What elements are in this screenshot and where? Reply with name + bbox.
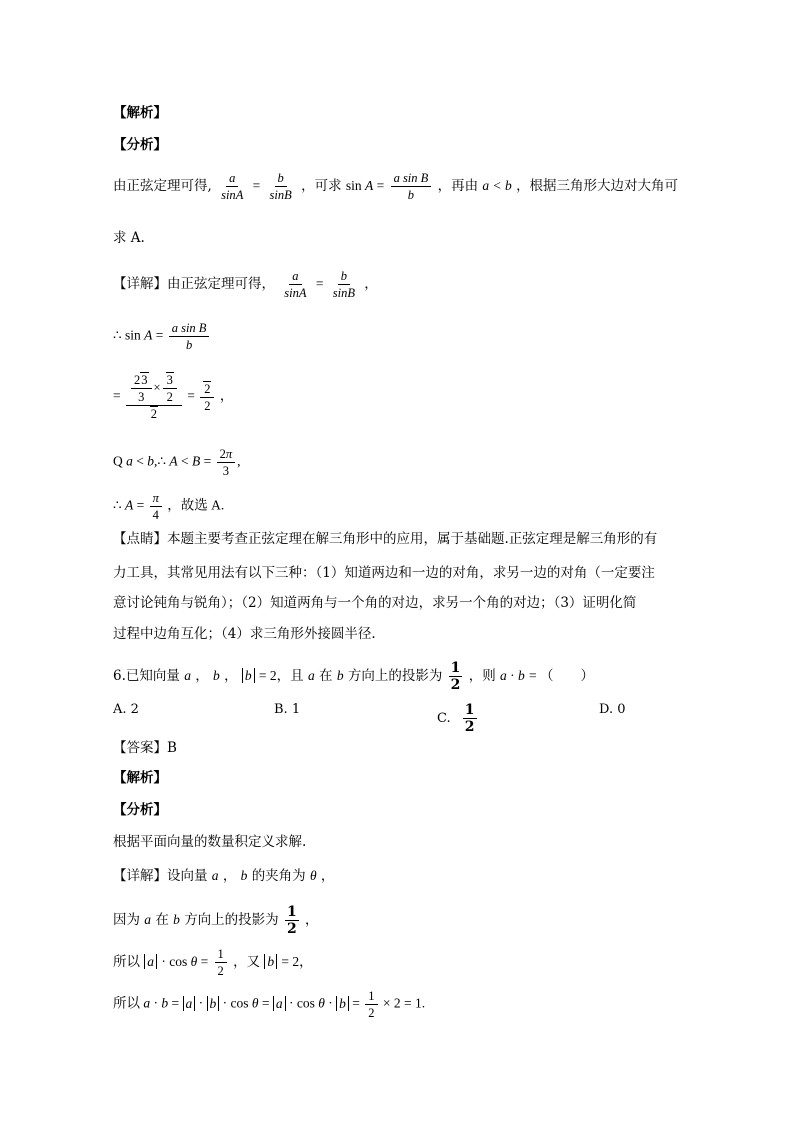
suoyi-line-1: 所以 a · cos θ = $\frac{1}{2}$ ，又 b = 2，: [113, 947, 313, 978]
formula-a-less-b: Q a < b,∴ A < B = $\frac{2\pi}{3}$ ,: [113, 447, 241, 478]
yinwei-line: 因为 a 在 b 方向上的投影为 $\frac{1}{2}$ ，: [113, 904, 319, 937]
fenxi-paragraph-cont: 求 A.: [113, 230, 145, 246]
formula-sinA: ∴ sin A = $\frac{\text{a sin B}}{b}$: [113, 320, 211, 353]
text: 所以: [113, 995, 140, 1012]
text: 【详解】由正弦定理可得，: [113, 276, 275, 292]
text: 由正弦定理可得,: [113, 178, 212, 194]
text: ，又: [233, 954, 261, 970]
jiexi-heading: 【解析】: [113, 105, 167, 121]
formula: $\frac{a}{\sin A}$: [284, 269, 307, 300]
text: ，: [305, 912, 319, 928]
formula-b-over-sinB: $\frac{b}{\sin B}$: [269, 171, 292, 202]
text: 的夹角为: [251, 868, 306, 884]
choice-c-label: C.: [437, 711, 451, 726]
question-6-stem: 6.已知向量 a ， b ， b = 2，且 a 在 b 方向上的投影为 $\frac{1}{2}$ ，则 a · b = （ ）: [113, 660, 595, 693]
text: = 2，: [281, 954, 313, 969]
formula: $\frac{b}{\sin B}$: [332, 269, 355, 300]
text: 方向上的投影为: [184, 912, 279, 928]
text: 在: [319, 668, 333, 684]
formula-conclusion: ∴ A = $\frac{\pi}{4}$ ，故选 A.: [113, 491, 225, 522]
text: 6.已知向量: [113, 668, 180, 684]
choice-d: D. 0: [599, 702, 626, 717]
dianjing-line4: 过程中边角互化；（4）求三角形外接圆半径.: [113, 626, 376, 642]
fraction-one-half: $\frac{1}{2}$: [450, 660, 461, 693]
choice-b: B. 1: [274, 702, 301, 717]
jiexi-heading-2: 【解析】: [113, 770, 167, 786]
text: 所以: [113, 954, 140, 970]
formula-a-over-sinA: $\frac{a}{\sin A}$: [221, 171, 244, 202]
formula-asinB-over-b: $\frac{\text{a sin B}}{b}$: [391, 170, 432, 203]
text: 在: [155, 912, 169, 928]
text: = 2，且: [258, 668, 304, 683]
theta: θ: [309, 868, 317, 883]
xiangjie-line-2: 【详解】设向量 a ， b 的夹角为 θ ，: [113, 868, 335, 884]
answer: 【答案】B: [113, 740, 177, 756]
fenxi-text-2: 根据平面向量的数量积定义求解.: [113, 834, 307, 850]
fenxi-heading: 【分析】: [113, 137, 167, 153]
choice-a: A. 2: [113, 702, 139, 717]
text: ，故选 A.: [167, 497, 225, 513]
formula-evaluation: = $\frac{23}{3}$ × $\frac{3}{2}$ 2 = $\frac{2}{2}$ ，: [113, 373, 234, 421]
xiangjie-line: 【详解】由正弦定理可得， $\frac{a}{\sin A}$ = $\frac{b}{\sin B}$ ，: [113, 269, 378, 300]
text: 因为: [113, 912, 140, 928]
text: ，再由: [437, 178, 479, 194]
fenxi-paragraph: 由正弦定理可得, $\frac{a}{\sin A}$ = $\frac{b}{\sin B}$ ，可求 sin A = $\frac{\text{a sin B}}{b}$ ，再由 a < b ，根据三角形大边对大角可: [113, 171, 679, 202]
dianjing-line1: 【点睛】本题主要考查正弦定理在解三角形中的应用，属于基础题.正弦定理是解三角形的有: [113, 531, 658, 547]
text: ，: [195, 668, 209, 684]
dianjing-line3: 意讨论钝角与锐角）；（2）知道两角与一个角的对边，求另一个角的对边；（3）证明化简: [113, 595, 637, 611]
text: 【详解】设向量: [113, 868, 208, 884]
text: ，则: [468, 668, 496, 684]
text: ，: [320, 868, 335, 884]
text: ，: [224, 668, 238, 684]
text: 方向上的投影为: [347, 668, 443, 684]
text: ，: [222, 868, 237, 884]
text: = （ ）: [529, 668, 595, 683]
choice-c: C. $\frac{1}{2}$: [437, 702, 475, 735]
fenxi-heading-2: 【分析】: [113, 802, 167, 818]
text: ，可求: [301, 178, 342, 194]
text: ，根据三角形大边对大角可: [516, 178, 679, 194]
dianjing-line2: 力工具，其常见用法有以下三种：（1）知道两边和一边的对角，求另一边的对角（一定要注: [113, 565, 655, 581]
text: ，: [364, 276, 378, 292]
suoyi-line-2: 所以 a · b = a · b · cos θ = a · cos θ · b = $\frac{1}{2}$ × 2 = 1.: [113, 989, 426, 1020]
